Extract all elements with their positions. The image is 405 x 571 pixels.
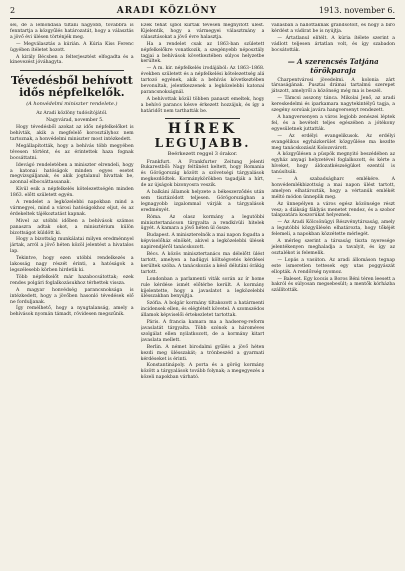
newspaper-title: ARADI KÖZLÖNY (116, 6, 218, 16)
article-paragraph: — Baleset. Egy kocsis a Boros Béni téren leesett a bakról és súlyosan megsebesült; a mentők kórházba szállították. (271, 276, 396, 294)
news-paragraph: Bécs. A közös minisztertanács ma délelőtt ülést tartott, amelyen a hadügyi költségvetés kérdései kerültek szóba. A tanácskozás a késő délutáni órákig tartott. (140, 252, 265, 275)
article-paragraph: — A m. kir. népfelkelés irodájából: Az 1863–1868. években született és a népfelkelési kötelezettség alá tartozó egyének, akik a behívás következtében bevonultak, jelentkezzenek a legközelebbi katonai parancsnokságnál. (140, 66, 265, 95)
article-paragraph: — Megválasztás a kúrián. A Kúria Kiss Ferenc ügyében ítéletet hozott. (10, 41, 134, 53)
news-paragraph: Páris. A francia kamara ma a hadsereg-reform javaslatát tárgyalta. Több szónok a hároméves szolgálat ellen nyilatkozott, de a kormány kitart javaslata mellett. (140, 320, 265, 343)
article-paragraph: Ha a rendelet csak az 1863-ban született népfelkelőkre vonatkozik, a szegényebb néposztály tagjai a behívások következtében súlyos helyzetbe kerültek. (140, 41, 265, 65)
divider (20, 70, 124, 71)
news-paragraph: Róma. Az olasz kormány a legutóbbi minisztertanácson tárgyalta a rendkívüli hitelek ügyét. A kamara a jövő héten ül össze. (140, 214, 265, 232)
columns (10, 23, 395, 567)
article-heading: — A szerencsés Tatjána törökparaja (287, 56, 379, 75)
divider (165, 118, 239, 119)
masthead (10, 6, 395, 19)
article-paragraph: Tekintve, hogy ezen utóbbi rendelkezés a lakosság nagy részét érinti, a hatóságok a legszélesebb körben hirdetik ki. (10, 256, 134, 273)
column-left (10, 23, 134, 567)
article-paragraph: — Az Aradi Kölcsönügyi Részvénytársaság, amely a legutóbbi közgyűlésén elhatározta, hogy tőkéjét felemeli, a napokban közzétette mérlegét. (271, 220, 396, 238)
news-paragraph: Londonban a parlamenti viták során az ír home rule kérdése ismét előtérbe került. A kormány kijelentette, hogy a javaslatot a legközelebbi ülésszakban benyújtja. (140, 276, 265, 300)
article-byline: Az Aradi közlöny tudósítójától. (36, 111, 108, 117)
article-paragraph: A király Bécsben a felterjesztést elfogadta és a kinevezést jóváhagyta. (10, 54, 134, 66)
article-paragraph: sei, de a lemondása tiltani nagyobb, továbbra is fenntartja a közgyűlés határozatát, hogy a választás a jövő évi ülésen történjék meg. (10, 23, 134, 40)
article-paragraph: Ezek tehát ujból kiírták tévesen megnyitott ülést. Kijelentik, hogy a vármegyei választmány a választásokat a jövő évre halasztja. (140, 23, 265, 40)
article-paragraph: — Lopás a vasúton. Az aradi állomáson tegnap este ismeretlen tettesek egy utas poggyászát ellopták. A rendőrség nyomoz. (271, 257, 396, 275)
news-paragraph: Szófia. A bolgár kormány tiltakozott a határmenti incidensek ellen, és elégtételt követel. A szomszédos államok képviselői értekezletet tartottak. (140, 301, 265, 319)
article-subheading: (A honvédelmi miniszter rendelete.) (26, 101, 118, 108)
article-paragraph: A hangversenyen a város legjobb zenészei léptek fel, és a bevételt teljes egészében a jótékony egyesületnek juttatták. (271, 114, 396, 132)
article-paragraph: — Ártatlanul elítélt. A kúria ítélete szerint a vádlott teljesen ártatlan volt, és így szabadon bocsátották. (271, 35, 396, 53)
article-paragraph: Hogy tévedésből azokat az idős népfelkelőket is behívták, akik a megfelelő korosztályhoz nem tartoznak, a honvédelmi miniszter most intézkedett. (10, 125, 134, 142)
article-paragraph: Megállapították, hogy a behívás több megyében tévesen történt, és az érintettek haza fognak bocsáttatni. (10, 143, 134, 161)
article-heading: Tévedésből behívott idős népfelkelők. (10, 74, 133, 100)
news-paragraph: Frankfurt. A Frankfurter Zeitung jelenti Bukarestből: Nagy feltűnést keltett, hogy Romania és Görögország között a szövetségi tárgyalások megkezdődtek. Kormánykörökben tagadják a hírt, de az újságok bizonyosra veszik. (140, 159, 265, 189)
article-paragraph: A magyar honvédség parancsnoksága is intézkedett, hogy a jövőben hasonló tévedések elő ne forduljanak. (10, 287, 134, 305)
article-paragraph: A mérleg szerint a társaság tiszta nyeresége jelentékenyen meghaladja a tavalyit, és így az osztalékot is felemelik. (271, 239, 396, 256)
article-dateline: Nagyvárad, november 5. (46, 118, 104, 124)
issue-date: 1913. november 6. (318, 6, 395, 15)
news-paragraph: Konstantinápoly. A porta és a görög kormány között a tárgyalások tovább folynak; a megegyezés a közeli napokban várható. (140, 363, 265, 381)
article-paragraph: — A szabadságharc emlékére. A honvédemlékbizottság a mai napon ülést tartott, amelyen elhatározták, hogy a vértanúk emlékét méltó módon ünneplik meg. (271, 177, 396, 200)
article-paragraph: Kívül esik a népfelkelés kötelezettségén minden 1863. előtt született egyén. (10, 187, 134, 199)
article-paragraph: Mivel az utóbbi időben a behívások számos panaszra adtak okot, a minisztérium külön bizottságot küldött ki. (10, 218, 134, 236)
news-paragraph: Budapest. A miniszterelnök a mai napon fogadta a képviselőház elnökét, akivel a legközelebbi ülések napirendjéről tanácskozott. (140, 233, 265, 251)
news-heading: HÍREK (167, 120, 238, 137)
article-paragraph: — Támcsi asszony tánca. Mikolai Jenő, az aradi kereskedelmi és iparkamara nagytekintélyű tagja, a szegény sorsúak javára hangversenyt rendezett. (271, 96, 396, 114)
news-paragraph: Berlin. A német birodalmi gyűlés a jövő héten kezdi meg ülésszakát; a trónbeszéd a gyarmati kérdéseket is érinti. (140, 344, 265, 362)
news-paragraph: A balkáni államok helyzete a békeszerződés után sem tisztázódott teljesen. Görögországban a legnagyobb izgalommal várják a tárgyalások eredményét. (140, 190, 265, 213)
article-paragraph: Az ünnepélyen a város egész közönsége részt vesz; a diákság fáklyás menetet rendez, és a szobor talapzatára koszorúkat helyeznek. (271, 201, 396, 219)
article-paragraph: Így remélhető, hogy a nyugtalanság, amely a behívások nyomán támadt, rövidesen megszűnik. (10, 306, 134, 318)
article-paragraph: Idevágó rendeletében a miniszter elrendeli, hogy a katonai hatóságok minden egyes esetet megvizsgáljanak, és akik jogtalanul hívattak be, azonnal elbocsáttassanak. (10, 162, 134, 186)
article-paragraph: vallásban a hallottaknak grandsotolt, és hogy a bíró kérdést a vádirat be is nyújtja. (271, 23, 396, 34)
page-number: 2 (10, 6, 16, 15)
article-paragraph: — Az erdélyi evangelikusok. Az erdélyi evangélikus egyházkerület közgyűlése ma kezdte meg tanácskozását Kolozsvárott. (271, 133, 396, 151)
article-paragraph: A rendelet a legközelebbi napokban mind a vármegyei, mind a városi hatóságokhoz eljut, és az érdekeltek tájékoztatást kapnak. (10, 200, 134, 217)
news-dateline: Beérkezett reggel 3 órakor. (167, 150, 238, 157)
article-paragraph: Több népfelkelőt már hazabocsátottak; ezek rendes polgári foglalkozásukhoz térhettek vissza. (10, 274, 134, 286)
article-paragraph: Charpentvárosi jövedelmi. A kolonia zárt társaságának. Pusztai drámai tartalmú szerepet játszott, amelyről a közönség még ma is beszél. (271, 77, 396, 95)
article-paragraph: A közgyűlésen a püspök megnyitó beszédében az egyház anyagi helyzetével foglalkozott, és kérte a híveket, hogy áldozatkészségüket ezentúl is tanúsítsák. (271, 152, 396, 176)
column-middle (141, 23, 265, 567)
news-subheading: LEGUJABB. (154, 135, 251, 150)
article-paragraph: Hogy a bizottság munkálatai milyen eredménnyel jártak, arról a jövő héten közöl jelentést a hivatalos lap. (10, 237, 134, 255)
column-right (271, 23, 395, 567)
article-paragraph: A behívottak közül többen panaszt emeltek, hogy a behívó parancs késve érkezett hozzájuk, és így a határidőt nem tarthatták be. (140, 96, 265, 114)
